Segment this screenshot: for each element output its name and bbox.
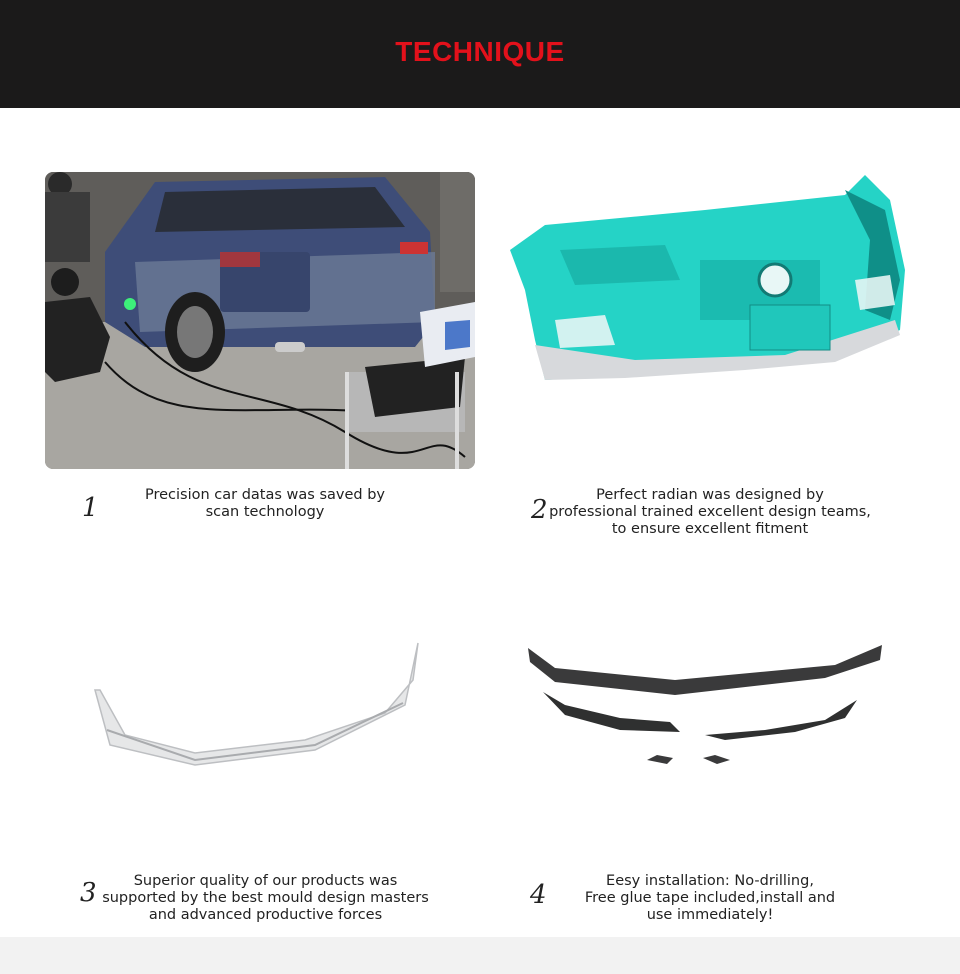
caption-line: use immediately! (646, 907, 774, 923)
scan-photo (45, 172, 475, 469)
step-number-3: 3 (80, 878, 97, 908)
caption-line: Free glue tape included,install and (584, 890, 836, 906)
step-caption-3 (98, 873, 433, 924)
step-caption-4 (575, 873, 845, 924)
caption-line: and advanced productive forces (148, 907, 383, 923)
carbon-lip-set-image (525, 640, 885, 770)
silver-lip-image (85, 635, 430, 775)
scan-model-image (505, 170, 915, 385)
step-number-4: 4 (530, 880, 547, 910)
step-number-1: 1 (82, 493, 99, 523)
caption-line: Perfect radian was designed by (596, 487, 824, 503)
step-caption-1 (115, 487, 415, 521)
caption-line: Precision car datas was saved by (144, 487, 385, 503)
footer-band (0, 937, 960, 974)
step-number-2: 2 (531, 495, 548, 525)
caption-line: Eesy installation: No-drilling, (606, 873, 814, 889)
step-caption-2 (545, 487, 875, 538)
caption-line: supported by the best mould design masters (102, 890, 429, 906)
caption-line: Superior quality of our products was (133, 873, 398, 889)
caption-line: professional trained excellent design teams, (549, 504, 871, 520)
header-bar (0, 0, 960, 108)
page-title: TECHNIQUE (395, 36, 565, 67)
caption-line: scan technology (205, 504, 325, 520)
caption-line: to ensure excellent fitment (611, 521, 809, 537)
